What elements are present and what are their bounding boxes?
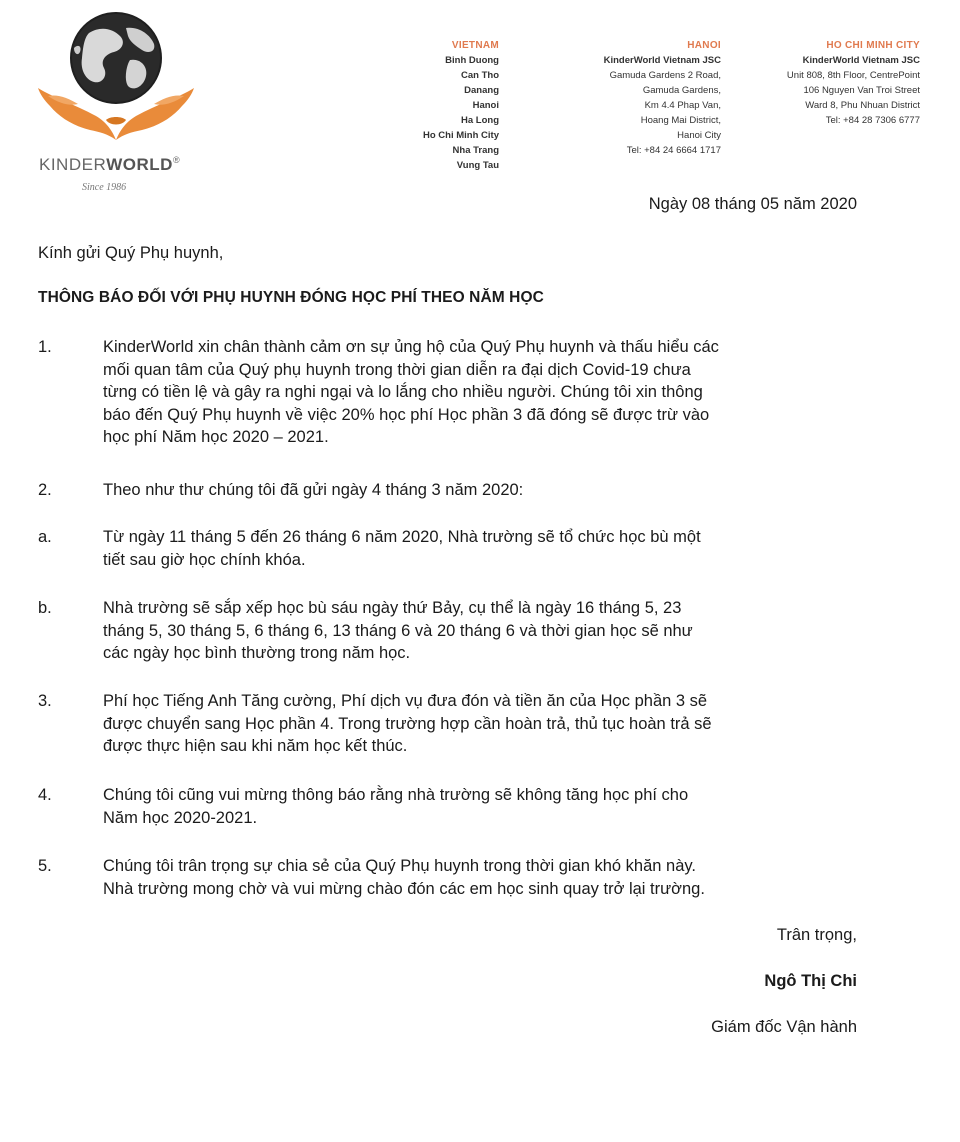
closing-phrase: Trân trọng,	[776, 926, 857, 944]
text-line: Theo như thư chúng tôi đã gửi ngày 4 tháng 3 năm 2020:	[103, 481, 524, 499]
hcm-address-column	[730, 38, 920, 128]
text-line: Chúng tôi cũng vui mừng thông báo rằng nhà trường sẽ không tăng học phí cho	[103, 786, 689, 804]
text-line: mối quan tâm của Quý phụ huynh trong thời gian diễn ra đại dịch Covid-19 chưa	[103, 360, 691, 379]
item-text	[103, 597, 868, 665]
globe-hands-icon	[34, 8, 209, 153]
kinderworld-logo	[34, 8, 209, 193]
text-line: từng có tiền lệ và gây ra nghi ngại và lo lắng cho nhiều người. Chúng tôi xin thông	[103, 383, 703, 401]
vietnam-heading: VIETNAM	[451, 40, 499, 51]
hcm-phone: Tel: +84 28 7306 6777	[825, 115, 920, 126]
hcm-heading: HO CHI MINH CITY	[826, 40, 920, 51]
hanoi-phone: Tel: +84 24 6664 1717	[626, 145, 721, 156]
address-line: Hoang Mai District,	[640, 115, 721, 126]
item-text	[103, 479, 868, 502]
text-line: học phí Năm học 2020 – 2021.	[103, 428, 329, 446]
address-line: 106 Nguyen Van Troi Street	[803, 85, 920, 96]
item-text	[103, 855, 868, 900]
text-line: được thực hiện sau khi năm học kết thúc.	[103, 737, 408, 755]
city: Ha Long	[461, 115, 499, 126]
address-line: Gamuda Gardens 2 Road,	[609, 70, 721, 81]
hanoi-address-column	[545, 38, 721, 158]
item-text	[103, 784, 868, 829]
text-line: Chúng tôi trân trọng sự chia sẻ của Quý Phụ huynh trong thời gian khó khăn này.	[103, 857, 697, 875]
city: Can Tho	[461, 70, 499, 81]
letter-date: Ngày 08 tháng 05 năm 2020	[648, 195, 857, 213]
item-text	[103, 336, 868, 449]
city: Binh Duong	[445, 55, 499, 66]
item-text	[103, 526, 868, 571]
text-line: Nhà trường sẽ sắp xếp học bù sáu ngày thứ Bảy, cụ thể là ngày 16 tháng 5, 23	[103, 599, 682, 617]
city: Nha Trang	[452, 145, 499, 156]
text-line: Năm học 2020-2021.	[103, 808, 258, 827]
hcm-company: KinderWorld Vietnam JSC	[802, 55, 920, 66]
hanoi-company: KinderWorld Vietnam JSC	[603, 55, 721, 66]
text-line: Phí học Tiếng Anh Tăng cường, Phí dịch vụ đưa đón và tiền ăn của Học phần 3 sẽ	[103, 692, 708, 710]
address-line: Unit 808, 8th Floor, CentrePoint	[786, 70, 920, 81]
since-tagline: Since 1986	[82, 182, 127, 193]
text-line: tháng 5, 30 tháng 5, 6 tháng 6, 13 tháng 6 và 20 tháng 6 và thời gian học sẽ như	[103, 621, 693, 640]
vietnam-cities-column	[365, 38, 499, 173]
item-marker: 4.	[38, 786, 52, 804]
item-text	[103, 690, 868, 758]
city: Ho Chi Minh City	[423, 130, 499, 141]
address-line: Ward 8, Phu Nhuan District	[805, 100, 920, 111]
city: Danang	[464, 85, 499, 96]
address-line: Gamuda Gardens,	[642, 85, 721, 96]
address-line: Km 4.4 Phap Van,	[644, 100, 721, 111]
letter-title: THÔNG BÁO ĐỐI VỚI PHỤ HUYNH ĐÓNG HỌC PHÍ THEO NĂM HỌC	[38, 289, 544, 306]
text-line: báo đến Quý Phụ huynh về việc 20% học phí Học phần 3 đã đóng sẽ được trừ vào	[103, 405, 710, 424]
item-marker: 5.	[38, 857, 52, 875]
brand-wordmark: KINDERWORLD®	[39, 155, 181, 174]
city: Hanoi	[472, 100, 499, 111]
item-marker: 1.	[38, 338, 52, 356]
text-line: Nhà trường mong chờ và vui mừng chào đón các em học sinh quay trở lại trường.	[103, 879, 705, 898]
item-marker: 2.	[38, 481, 52, 499]
item-marker: 3.	[38, 692, 52, 710]
item-marker: b.	[38, 599, 52, 617]
text-line: Từ ngày 11 tháng 5 đến 26 tháng 6 năm 2020, Nhà trường sẽ tổ chức học bù một	[103, 528, 701, 546]
text-line: KinderWorld xin chân thành cảm ơn sự ủng hộ của Quý Phụ huynh và thấu hiểu các	[103, 338, 719, 356]
text-line: tiết sau giờ học chính khóa.	[103, 550, 306, 569]
greeting: Kính gửi Quý Phụ huynh,	[38, 244, 224, 262]
text-line: được chuyển sang Học phần 4. Trong trường hợp cần hoàn trả, thủ tục hoàn trả sẽ	[103, 714, 712, 733]
address-line: Hanoi City	[677, 130, 721, 141]
signer-title: Giám đốc Vận hành	[711, 1018, 857, 1036]
text-line: các ngày học bình thường trong năm học.	[103, 644, 411, 662]
item-marker: a.	[38, 528, 52, 546]
hanoi-heading: HANOI	[687, 40, 721, 51]
signer-name: Ngô Thị Chi	[764, 972, 857, 990]
city: Vung Tau	[456, 160, 499, 171]
